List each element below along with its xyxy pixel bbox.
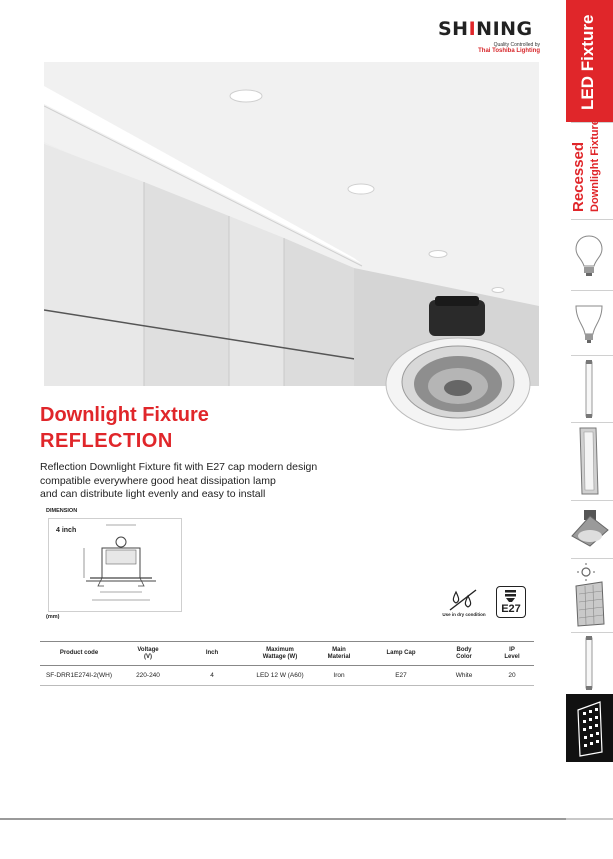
sidebar-item-t8-tube[interactable] [566,634,613,692]
sidebar-divider [571,290,613,291]
brand-logo [438,18,548,62]
sidebar-subcategory-subtitle: Downlight Fixture [589,119,601,212]
sidebar-divider [571,632,613,633]
sidebar-category-label: LED Fixture [578,14,597,110]
cell-material: Iron [333,672,345,679]
header-lamp-cap: Lamp Cap [386,650,416,656]
sidebar-divider [571,422,613,423]
lamp-cap-label: E27 [501,603,521,615]
header-material: Main Material [327,646,351,660]
sidebar-item-bulb[interactable] [566,228,613,288]
tube-icon [566,358,613,420]
product-title: Downlight Fixture [40,404,209,426]
dry-condition-icon [444,588,484,614]
sidebar-subcategory-title: Recessed [570,141,587,212]
header-product-code: Product code [59,650,99,656]
sidebar-item-floodlight[interactable] [566,560,613,630]
cell-body-color: White [455,672,473,679]
reflector-bulb-icon [566,294,613,354]
cell-inch: 4 [210,672,214,679]
product-description: Reflection Downlight Fixture fit with E27 cap modern design compatible everywhere good heat dissipation lamp and can distribute light evenly and easy to install [40,461,318,500]
downlight-icon [383,296,533,434]
product-model-name: REFLECTION [40,430,173,452]
cell-product-code: SF-DRR1E274I-2(WH) [45,672,113,679]
brand-tagline: Quality Controlled by [493,42,540,48]
header-voltage: Voltage (V) [137,646,159,660]
dry-condition-label: Use in dry condition [442,612,486,617]
footer-divider-sidebar [566,818,613,820]
header-ip-level: IP Level [504,646,520,660]
downlight-product-image [383,296,533,434]
footer-divider [0,818,566,820]
spec-table-header [40,642,534,666]
sidebar-item-recessed-active[interactable] [566,694,613,762]
lamp-cap-badge [496,586,526,618]
spec-table [40,641,534,686]
t8-tube-icon [566,634,613,692]
dimension-label: DIMENSION [46,508,78,514]
sidebar-item-tube[interactable] [566,358,613,420]
header-inch: Inch [205,650,219,656]
dimension-size: 4 inch [56,527,77,534]
cell-lamp-cap: E27 [395,672,407,679]
brand-name: SHINING [438,18,533,40]
recessed-downlight-icon [566,694,613,762]
sidebar-item-highbay[interactable] [566,502,613,556]
sidebar-divider [571,219,613,220]
highbay-icon [566,502,613,556]
floodlight-icon [566,560,613,630]
lamp-base-icon [497,589,524,603]
dimension-diagram-icon [80,520,176,610]
bulb-icon [566,228,613,288]
sidebar-divider [571,500,613,501]
header-wattage: Maximum Wattage (W) [262,646,298,660]
batten-icon [566,424,613,498]
dimension-unit: (mm) [46,614,60,620]
sidebar-item-batten[interactable] [566,424,613,498]
table-row [40,666,534,686]
dimension-drawing [80,520,176,615]
cell-wattage: LED 12 W (A60) [256,672,304,679]
header-body-color: Body Color [456,646,472,660]
sidebar-item-reflector[interactable] [566,294,613,354]
cell-voltage: 220-240 [136,672,160,679]
sidebar-divider [571,355,613,356]
cell-ip-level: 20 [508,672,516,679]
brand-company: Thai Toshiba Lighting [478,48,540,54]
sidebar-divider [571,558,613,559]
